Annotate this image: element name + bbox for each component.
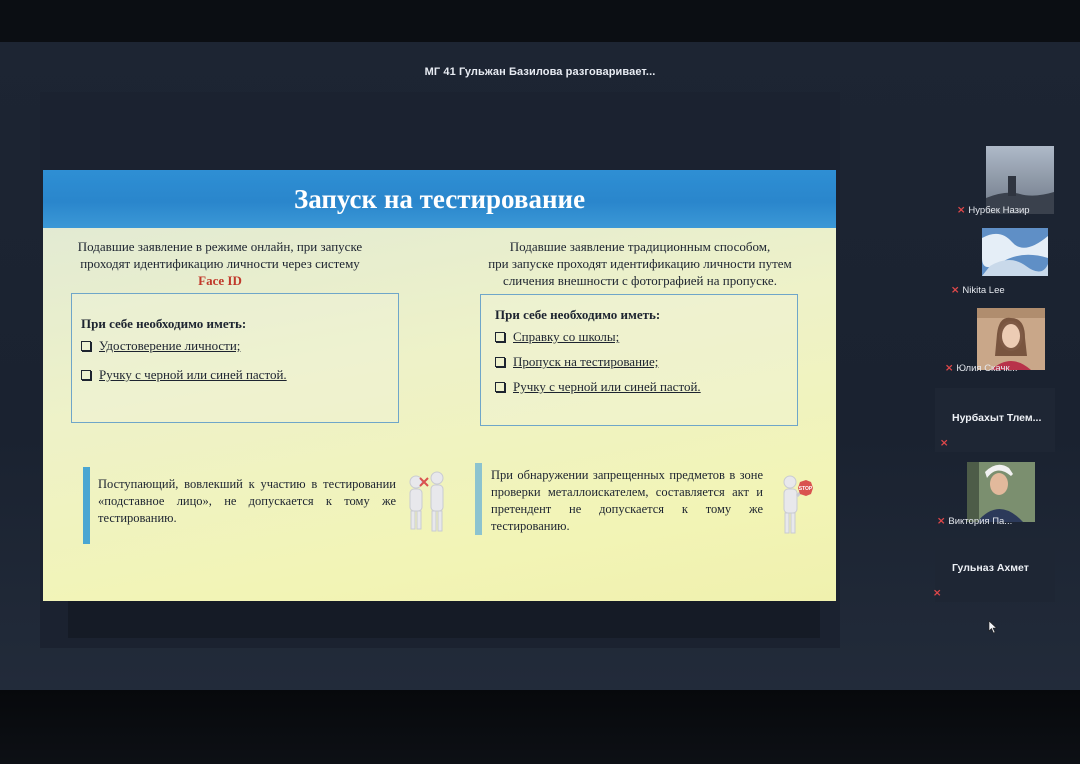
window-title: МГ 41 Гульжан Базилова разговаривает... bbox=[424, 66, 656, 78]
list-item: Справку со школы; bbox=[495, 329, 797, 345]
checkbox-bullet-icon bbox=[495, 357, 505, 367]
muted-mic-icon: ⨯ bbox=[951, 285, 960, 296]
participant-tile[interactable] bbox=[935, 226, 1055, 294]
monitor-bezel bbox=[0, 690, 1080, 764]
participant-video bbox=[982, 228, 1048, 276]
participant-name: ⨯ Виктория Па... bbox=[937, 516, 1013, 527]
screen-share-letterbox bbox=[68, 600, 820, 638]
slide-title: Запуск на тестирование bbox=[293, 184, 586, 214]
participant-tile[interactable] bbox=[935, 460, 1055, 528]
participant-name: ⨯ Юлия Скачк... bbox=[945, 363, 1018, 374]
left-note: Поступающий, вовлекший к участию в тестировании «подставное лицо», не допускается к тому же тестированию. bbox=[98, 477, 396, 525]
right-intro bbox=[465, 238, 815, 289]
note-accent-bar bbox=[83, 467, 90, 544]
right-intro-line: при запуске проходят идентификацию личности путем bbox=[488, 256, 792, 271]
participant-name: ⨯ Нурбек Назир bbox=[957, 205, 1030, 216]
checkbox-bullet-icon bbox=[495, 382, 505, 392]
participant-video bbox=[977, 308, 1045, 370]
box-title: При себе необходимо иметь: bbox=[81, 316, 247, 331]
muted-mic-icon: ⨯ bbox=[940, 438, 949, 449]
right-requirements-box bbox=[480, 294, 798, 426]
list-item: Удостоверение личности; bbox=[81, 338, 398, 354]
people-swap-icon bbox=[401, 468, 453, 536]
left-intro bbox=[55, 238, 385, 289]
participant-tile[interactable] bbox=[935, 306, 1055, 374]
participant-name: Гульназ Ахмет bbox=[952, 562, 1029, 574]
presentation-slide bbox=[43, 170, 836, 601]
note-accent-bar bbox=[475, 463, 482, 535]
participant-tile[interactable] bbox=[935, 538, 1055, 602]
right-intro-line: Подавшие заявление традиционным способом, bbox=[509, 239, 771, 254]
left-requirements-list bbox=[81, 338, 398, 383]
left-intro-line: Подавшие заявление в режиме онлайн, при запуске bbox=[77, 239, 363, 254]
participant-video bbox=[967, 462, 1035, 522]
right-intro-line: сличения внешности с фотографией на пропуске. bbox=[503, 273, 777, 288]
stop-sign-text: STOP bbox=[798, 486, 813, 492]
muted-mic-icon: ⨯ bbox=[957, 205, 966, 216]
participant-tile[interactable] bbox=[935, 146, 1055, 214]
slide-header bbox=[43, 170, 836, 228]
face-id-label: Face ID bbox=[198, 273, 242, 288]
participant-name: Нурбахыт Тлем... bbox=[952, 412, 1042, 424]
checkbox-bullet-icon bbox=[495, 332, 505, 342]
list-item: Пропуск на тестирование; bbox=[495, 354, 797, 370]
mouse-cursor-icon bbox=[988, 620, 998, 634]
right-requirements-list bbox=[495, 329, 797, 395]
left-intro-line: проходят идентификацию личности через систему bbox=[80, 256, 360, 271]
checkbox-bullet-icon bbox=[81, 341, 91, 351]
muted-mic-icon: ⨯ bbox=[937, 516, 946, 527]
list-item: Ручку с черной или синей пастой. bbox=[495, 379, 797, 395]
box-title: При себе необходимо иметь: bbox=[495, 307, 661, 322]
participant-tile[interactable] bbox=[935, 388, 1055, 452]
participant-name: ⨯ Nikita Lee bbox=[951, 285, 1005, 296]
stop-sign-person-icon bbox=[776, 472, 816, 536]
right-note: При обнаружении запрещенных предметов в зоне проверки металлоискателем, составляется акт и претендент не допускается к тому же тестированию. bbox=[491, 468, 763, 533]
checkbox-bullet-icon bbox=[81, 370, 91, 380]
participant-video bbox=[986, 146, 1054, 214]
muted-mic-icon: ⨯ bbox=[945, 363, 954, 374]
left-requirements-box bbox=[71, 293, 399, 423]
list-item: Ручку с черной или синей пастой. bbox=[81, 367, 398, 383]
muted-mic-icon: ⨯ bbox=[933, 588, 942, 599]
